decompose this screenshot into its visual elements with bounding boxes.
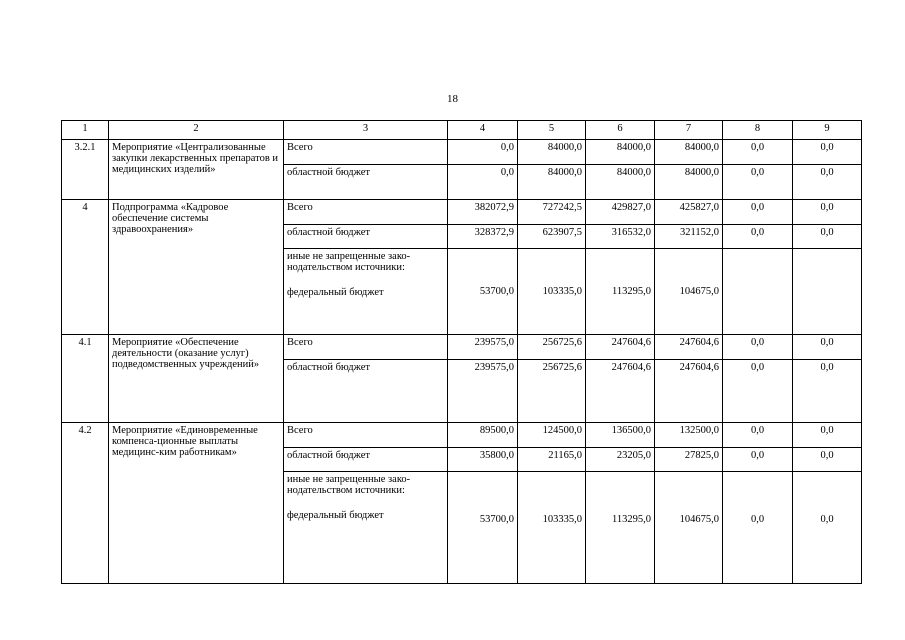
row-name: Подпрограмма «Кадровое обеспечение системы здравоохранения» xyxy=(109,200,284,335)
value-cell: 0,0 xyxy=(793,200,862,225)
value-cell: 84000,0 xyxy=(518,140,586,165)
source-label: областной бюджет xyxy=(284,448,448,472)
page-number: 18 xyxy=(447,93,458,105)
value-cell: 0,0 xyxy=(793,448,862,472)
value-cell: 104675,0 xyxy=(655,249,723,335)
value-cell: 53700,0 xyxy=(448,249,518,335)
value-cell: 113295,0 xyxy=(586,472,655,584)
column-header: 9 xyxy=(793,121,862,140)
value-cell: 0,0 xyxy=(723,200,793,225)
value-cell: 84000,0 xyxy=(655,165,723,200)
value-cell xyxy=(793,249,862,335)
value-cell: 382072,9 xyxy=(448,200,518,225)
value-cell: 27825,0 xyxy=(655,448,723,472)
value-cell: 328372,9 xyxy=(448,225,518,249)
value-cell: 23205,0 xyxy=(586,448,655,472)
row-code: 4.1 xyxy=(62,335,109,423)
value-cell: 0,0 xyxy=(793,472,862,584)
column-header: 7 xyxy=(655,121,723,140)
value-cell: 0,0 xyxy=(723,448,793,472)
table-row xyxy=(62,140,862,165)
source-label: областной бюджет xyxy=(284,360,448,423)
value-cell: 247604,6 xyxy=(586,335,655,360)
table-row xyxy=(62,423,862,448)
source-label: Всего xyxy=(284,335,448,360)
value-cell: 89500,0 xyxy=(448,423,518,448)
row-code: 4 xyxy=(62,200,109,335)
value-cell: 0,0 xyxy=(723,165,793,200)
value-cell: 0,0 xyxy=(793,165,862,200)
value-cell: 0,0 xyxy=(723,423,793,448)
source-label xyxy=(284,472,448,584)
value-cell: 132500,0 xyxy=(655,423,723,448)
value-cell: 35800,0 xyxy=(448,448,518,472)
value-cell: 0,0 xyxy=(793,423,862,448)
value-cell: 84000,0 xyxy=(586,165,655,200)
row-code: 3.2.1 xyxy=(62,140,109,200)
source-label: Всего xyxy=(284,140,448,165)
column-header: 8 xyxy=(723,121,793,140)
budget-table xyxy=(61,120,862,584)
other-sources-note: иные не запрещенные зако-нодательством источники: xyxy=(287,474,411,496)
source-label: Всего xyxy=(284,423,448,448)
table-row xyxy=(62,335,862,360)
value-cell: 113295,0 xyxy=(586,249,655,335)
value-cell: 0,0 xyxy=(793,360,862,423)
row-code: 4.2 xyxy=(62,423,109,584)
value-cell: 124500,0 xyxy=(518,423,586,448)
value-cell: 53700,0 xyxy=(448,472,518,584)
value-cell: 21165,0 xyxy=(518,448,586,472)
source-label: областной бюджет xyxy=(284,225,448,249)
column-header: 2 xyxy=(109,121,284,140)
value-cell: 0,0 xyxy=(793,335,862,360)
federal-budget-label: федеральный бюджет xyxy=(287,510,384,521)
row-name: Мероприятие «Централизованные закупки лекарственных препаратов и медицинских изделий» xyxy=(109,140,284,200)
source-label xyxy=(284,249,448,335)
value-cell: 247604,6 xyxy=(655,360,723,423)
value-cell: 0,0 xyxy=(723,225,793,249)
table-row xyxy=(62,200,862,225)
source-label: Всего xyxy=(284,200,448,225)
value-cell: 0,0 xyxy=(793,140,862,165)
value-cell: 84000,0 xyxy=(518,165,586,200)
value-cell: 316532,0 xyxy=(586,225,655,249)
value-cell: 0,0 xyxy=(723,472,793,584)
value-cell: 0,0 xyxy=(723,140,793,165)
value-cell xyxy=(723,249,793,335)
value-cell: 0,0 xyxy=(793,225,862,249)
column-header: 1 xyxy=(62,121,109,140)
value-cell: 623907,5 xyxy=(518,225,586,249)
value-cell: 104675,0 xyxy=(655,472,723,584)
value-cell: 0,0 xyxy=(448,140,518,165)
column-header: 6 xyxy=(586,121,655,140)
value-cell: 0,0 xyxy=(723,335,793,360)
column-header: 4 xyxy=(448,121,518,140)
value-cell: 247604,6 xyxy=(655,335,723,360)
value-cell: 239575,0 xyxy=(448,335,518,360)
value-cell: 727242,5 xyxy=(518,200,586,225)
table-header-row xyxy=(62,121,862,140)
value-cell: 321152,0 xyxy=(655,225,723,249)
value-cell: 429827,0 xyxy=(586,200,655,225)
column-header: 3 xyxy=(284,121,448,140)
value-cell: 103335,0 xyxy=(518,249,586,335)
value-cell: 84000,0 xyxy=(586,140,655,165)
row-name: Мероприятие «Единовременные компенса-ционные выплаты медицинс-ким работникам» xyxy=(109,423,284,584)
federal-budget-label: федеральный бюджет xyxy=(287,287,384,298)
value-cell: 425827,0 xyxy=(655,200,723,225)
value-cell: 0,0 xyxy=(448,165,518,200)
column-header: 5 xyxy=(518,121,586,140)
value-cell: 0,0 xyxy=(723,360,793,423)
other-sources-note: иные не запрещенные зако-нодательством источники: xyxy=(287,251,411,273)
value-cell: 256725,6 xyxy=(518,360,586,423)
value-cell: 136500,0 xyxy=(586,423,655,448)
value-cell: 256725,6 xyxy=(518,335,586,360)
row-name: Мероприятие «Обеспечение деятельности (оказание услуг) подведомственных учреждений» xyxy=(109,335,284,423)
value-cell: 247604,6 xyxy=(586,360,655,423)
source-label: областной бюджет xyxy=(284,165,448,200)
value-cell: 103335,0 xyxy=(518,472,586,584)
value-cell: 84000,0 xyxy=(655,140,723,165)
value-cell: 239575,0 xyxy=(448,360,518,423)
